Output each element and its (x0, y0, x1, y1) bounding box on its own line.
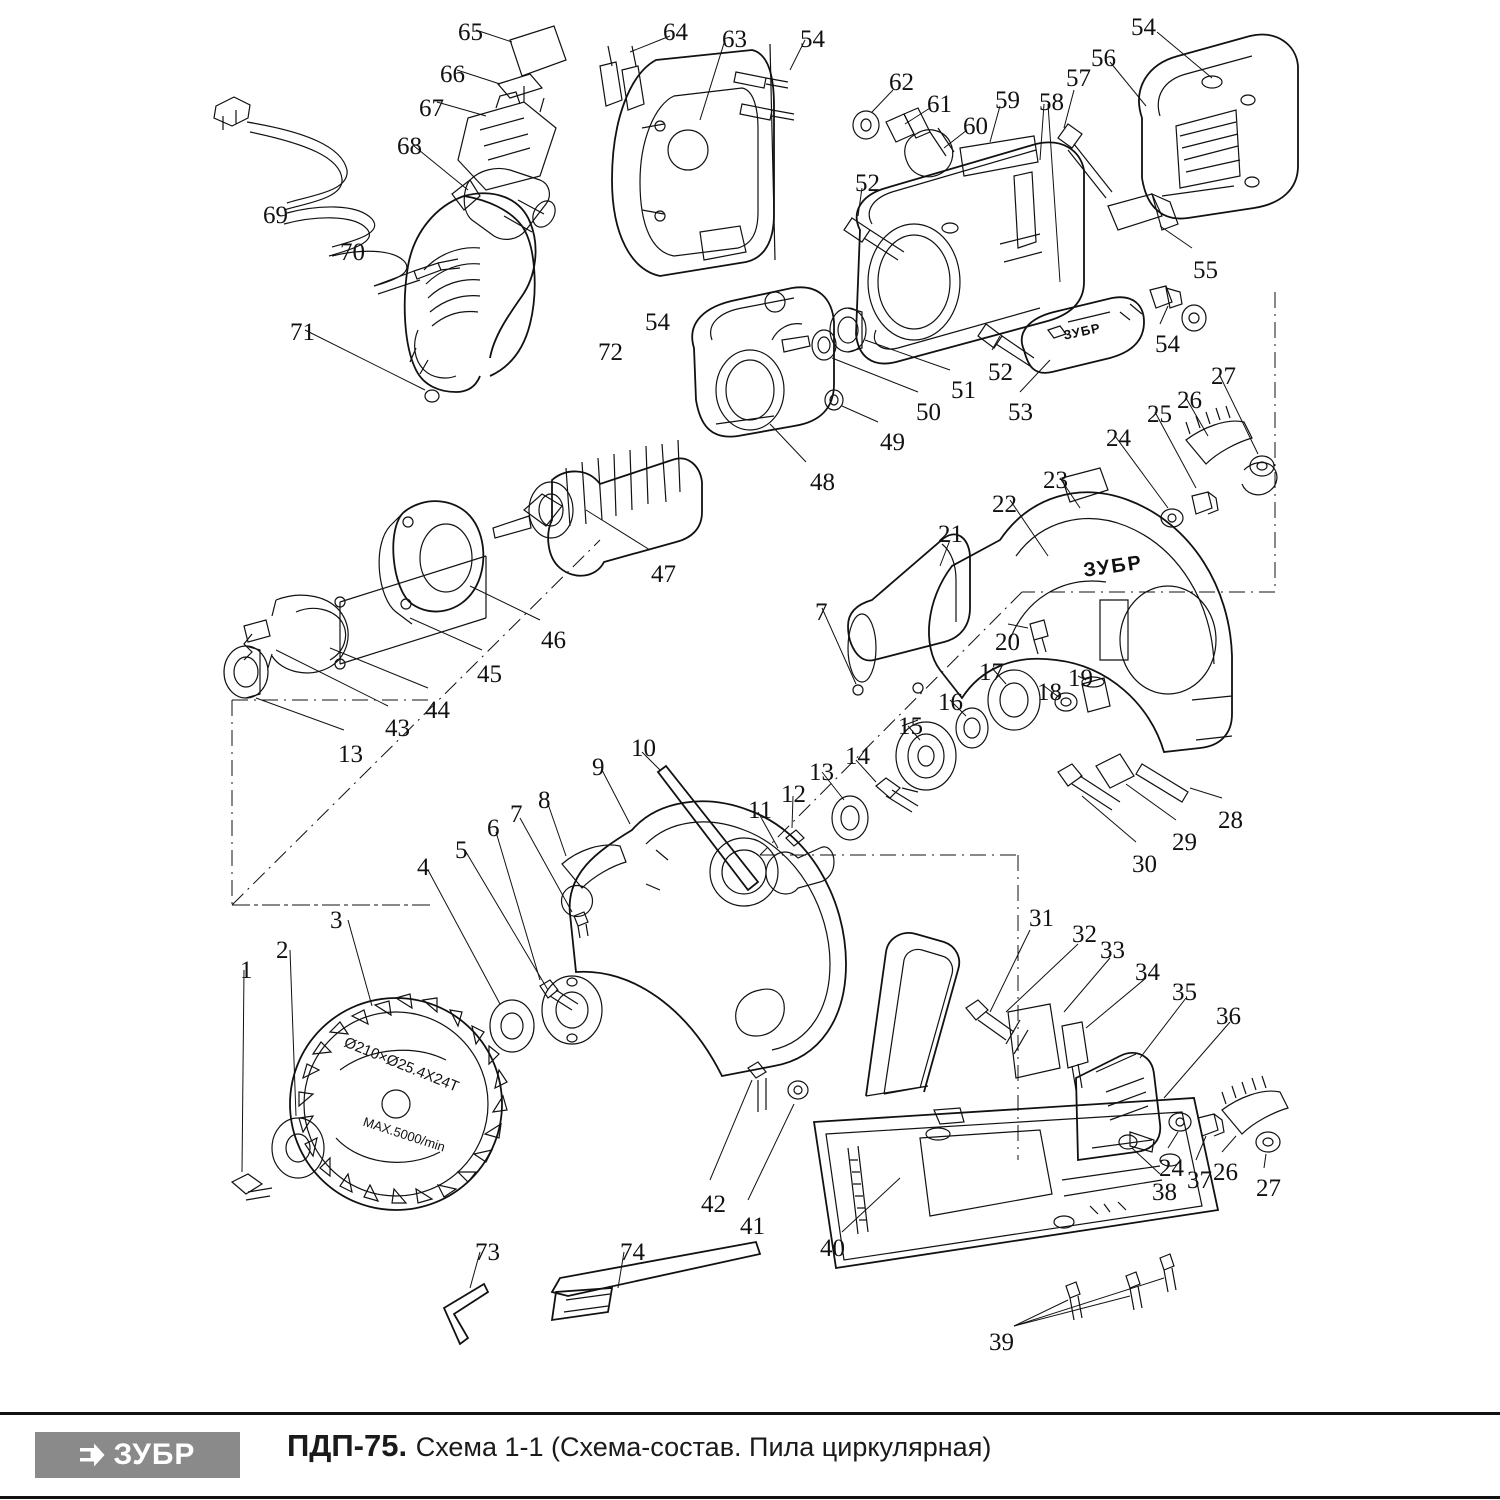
callout-number: 5 (455, 837, 468, 864)
callout-number: 59 (995, 87, 1020, 114)
callout-number: 43 (385, 715, 410, 742)
callout-number: 32 (1072, 921, 1097, 948)
scheme-label: Схема 1-1 (Схема-состав. Пила циркулярная) (415, 1432, 992, 1462)
model-label: ПДП-75. (287, 1428, 408, 1463)
callout-number: 38 (1152, 1179, 1177, 1206)
callout-number: 37 (1187, 1167, 1212, 1194)
callout-number: 52 (988, 359, 1013, 386)
callout-number: 58 (1039, 89, 1064, 116)
callout-number: 63 (722, 26, 747, 53)
callout-number: 54 (645, 309, 670, 336)
callout-number: 54 (800, 26, 825, 53)
callout-number: 65 (458, 19, 483, 46)
guard-brand-label: ЗУБР (1082, 551, 1145, 582)
callout-number: 40 (820, 1235, 845, 1262)
callout-number: 34 (1135, 959, 1160, 986)
callout-number: 33 (1100, 937, 1125, 964)
callout-number: 24 (1159, 1155, 1184, 1182)
callout-number: 15 (898, 713, 923, 740)
blade-spec-label: Ø210×Ø25.4X24T (341, 1034, 462, 1096)
callout-number: 11 (748, 797, 773, 824)
callout-number: 67 (419, 95, 444, 122)
blade-rpm-label: MAX.5000/min (361, 1114, 448, 1155)
callout-number: 30 (1132, 851, 1157, 878)
callout-number: 51 (951, 377, 976, 404)
callout-number: 26 (1177, 387, 1202, 414)
handle-brand-label: ЗУБР (1062, 320, 1103, 343)
callout-number: 14 (845, 743, 870, 770)
callout-number: 57 (1066, 65, 1091, 92)
callout-number: 18 (1037, 679, 1062, 706)
callout-number: 22 (992, 491, 1017, 518)
footer-caption (287, 1428, 991, 1464)
footer-divider-top (0, 1412, 1500, 1415)
callout-number: 44 (425, 697, 450, 724)
callout-number: 49 (880, 429, 905, 456)
callout-number: 25 (1147, 401, 1172, 428)
callout-number: 48 (810, 469, 835, 496)
callout-number: 56 (1091, 45, 1116, 72)
callout-number: 28 (1218, 807, 1243, 834)
callout-number: 27 (1211, 363, 1236, 390)
callout-number: 4 (417, 854, 430, 881)
callout-number: 35 (1172, 979, 1197, 1006)
callout-number: 47 (651, 561, 676, 588)
callout-number: 60 (963, 113, 988, 140)
callout-number: 24 (1106, 425, 1131, 452)
callout-number: 27 (1256, 1175, 1281, 1202)
callout-number: 41 (740, 1213, 765, 1240)
callout-number: 7 (510, 801, 523, 828)
callout-number: 10 (631, 735, 656, 762)
callout-number: 39 (989, 1329, 1014, 1356)
callout-number: 12 (781, 781, 806, 808)
callout-number: 7 (815, 599, 828, 626)
callout-number: 61 (927, 91, 952, 118)
callout-number: 20 (995, 629, 1020, 656)
footer-divider-bottom (0, 1496, 1500, 1499)
callout-number: 68 (397, 133, 422, 160)
callout-number: 54 (1131, 14, 1156, 41)
callout-number: 13 (338, 741, 363, 768)
callout-number: 50 (916, 399, 941, 426)
callout-number: 64 (663, 19, 688, 46)
callout-number: 69 (263, 202, 288, 229)
callout-number: 13 (809, 759, 834, 786)
callout-number: 19 (1068, 665, 1093, 692)
callout-number: 45 (477, 661, 502, 688)
callout-number: 29 (1172, 829, 1197, 856)
callout-number: 53 (1008, 399, 1033, 426)
callout-number: 23 (1043, 467, 1068, 494)
callout-number: 46 (541, 627, 566, 654)
arrow-right-icon (80, 1443, 105, 1468)
callout-number: 17 (979, 659, 1004, 686)
callout-number: 21 (938, 521, 963, 548)
callout-number: 6 (487, 815, 500, 842)
callout-number: 72 (598, 339, 623, 366)
callout-number: 52 (855, 170, 880, 197)
callout-number: 31 (1029, 905, 1054, 932)
callout-number: 1 (240, 957, 253, 984)
callout-number: 3 (330, 907, 343, 934)
callout-number: 62 (889, 69, 914, 96)
callout-number: 36 (1216, 1003, 1241, 1030)
callout-number: 73 (475, 1239, 500, 1266)
callout-number: 26 (1213, 1159, 1238, 1186)
callout-number: 55 (1193, 257, 1218, 284)
callout-number: 16 (938, 689, 963, 716)
callout-number: 66 (440, 61, 465, 88)
callout-number: 70 (340, 239, 365, 266)
callout-number: 9 (592, 754, 605, 781)
callout-number: 74 (620, 1239, 645, 1266)
callout-number: 71 (290, 319, 315, 346)
logo-text: ЗУБР (113, 1438, 196, 1471)
callout-number: 42 (701, 1191, 726, 1218)
callout-number: 8 (538, 787, 551, 814)
callout-number: 54 (1155, 331, 1180, 358)
callout-number: 2 (276, 937, 289, 964)
zubr-logo (35, 1432, 240, 1478)
